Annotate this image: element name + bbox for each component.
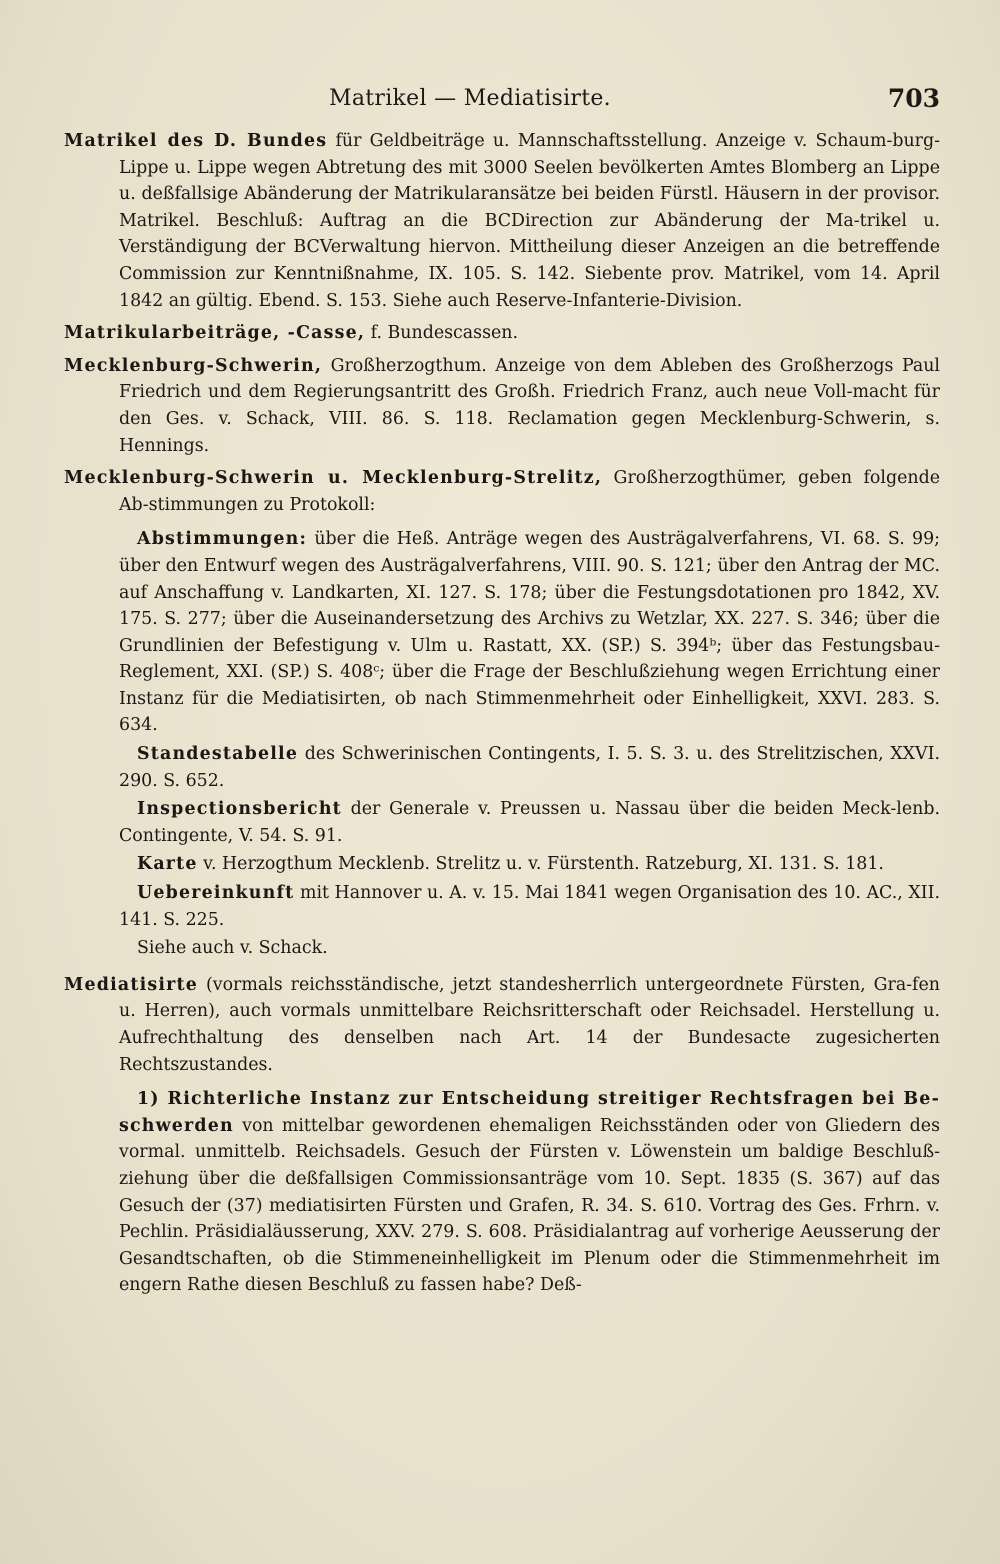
subentry-text: der Generale v. Preussen u. Nassau über die beiden Meck-lenb. Contingente, V. 54. S. 91. — [119, 799, 940, 846]
subentry-text: Siehe auch v. Schack. — [137, 938, 328, 959]
subentry-siehe-auch — [64, 935, 940, 962]
subentry-karte — [64, 851, 940, 878]
entry-text: für Geldbeiträge u. Mannschaftsstellung. Anzeige v. Schaum-burg-Lippe u. Lippe wegen Abtretung des mit 3000 Seelen bevölkerten Amtes Blomberg an Lippe u. deßfallsige Abänderung der Matrikularansätze bei beiden Fürstl. Häusern in der provisor. Matrikel. Beschluß: Auftrag an die BCDirection zur Abänderung der Ma-trikel u. Verständigung der BCVerwaltung hiervon. Mittheilung dieser Anzeigen an die betreffende Commission zur Kenntnißnahme, IX. 105. S. 142. Siebente prov. Matrikel, vom 14. April 1842 an gültig. Ebend. S. 153. Siehe auch Reserve-Infanterie-Division. — [119, 131, 940, 311]
entry-text: (vormals reichsständische, jetzt standesherrlich untergeordnete Fürsten, Gra-fen u. Herren), auch vormals unmittelbare Reichsritterschaft oder Reichsadel. Herstellung u. Aufrechthaltung des denselben nach Art. 14 der Bundesacte zugesicherten Rechtszustandes. — [119, 974, 940, 1075]
entry-mediatisirte — [64, 972, 940, 1078]
page-header — [0, 82, 1000, 122]
subentry-head: Abstimmungen: — [137, 529, 308, 550]
entry-matrikularbeitraege — [64, 320, 940, 347]
entry-text: Großherzogthum. Anzeige von dem Ableben des Großherzogs Paul Friedrich und dem Regierungsantritt des Großh. Friedrich Franz, auch neue Voll-macht für den Ges. v. Schack, VIII. 86. S. 118. Reclamation gegen Mecklenburg-Schwerin, s. Hennings. — [119, 355, 940, 456]
entry-head: Mediatisirte — [64, 974, 199, 995]
entry-head: Matrikularbeiträge, -Casse, — [64, 323, 366, 344]
entry-text: Großherzogthümer, geben folgende Ab-stimmungen zu Protokoll: — [119, 468, 940, 515]
entry-head: Mecklenburg-Schwerin, — [64, 355, 323, 376]
subentry-text: v. Herzogthum Mecklenb. Strelitz u. v. Fürstenth. Ratzeburg, XI. 131. S. 181. — [197, 854, 884, 875]
entry-head: Mecklenburg-Schwerin u. Mecklenburg-Strelitz, — [64, 468, 603, 489]
entry-mecklenburg-schwerin — [64, 353, 940, 459]
subentry-text: von mittelbar gewordenen ehemaligen Reichsständen oder von Gliedern des vormal. unmittelb. Reichsadels. Gesuch der Fürsten v. Löwenstein um baldige Beschluß-ziehung über die deßfallsigen Commissionsanträge vom 10. Sept. 1835 (S. 367) auf das Gesuch der (37) mediatisirten Fürsten und Grafen, R. 34. S. 610. Vortrag des Ges. Frhrn. v. Pechlin. Präsidialäusserung, XXV. 279. S. 608. Präsidialantrag auf vorherige Aeusserung der Gesandtschaften, ob die Stimmeneinhelligkeit im Plenum oder die Stimmenmehrheit im engern Rathe diesen Beschluß zu fassen habe? Deß- — [119, 1115, 940, 1296]
entry-mecklenburg-strelitz — [64, 465, 940, 518]
subentry-uebereinkunft — [64, 880, 940, 933]
entry-matrikel — [64, 128, 940, 314]
subentry-text: des Schwerinischen Contingents, I. 5. S. 3. u. des Strelitzischen, XXVI. 290. S. 652. — [119, 744, 940, 791]
subentry-head: 1) Richterliche Instanz zur Entscheidung streitiger Rechtsfragen bei Be-schwerden — [119, 1089, 940, 1136]
subentry-head: Karte — [137, 854, 198, 875]
running-title: Matrikel — Mediatisirte. — [329, 86, 611, 111]
entry-text: f. Bundescassen. — [365, 323, 519, 344]
index-body — [64, 128, 940, 1299]
subentry-head: Standestabelle — [137, 744, 299, 765]
subentry-head: Uebereinkunft — [137, 883, 295, 904]
subentry-standestabelle — [64, 741, 940, 794]
entry-head: Matrikel des D. Bundes — [64, 131, 328, 151]
subentry-abstimmungen — [64, 526, 940, 739]
subentry-text: mit Hannover u. A. v. 15. Mai 1841 wegen Organisation des 10. AC., XII. 141. S. 225. — [119, 883, 940, 930]
subentry-inspectionsbericht — [64, 796, 940, 849]
subentry-richterliche-instanz — [64, 1086, 940, 1299]
page-number: 703 — [887, 84, 940, 113]
subentry-head: Inspectionsbericht — [137, 799, 342, 820]
subentry-text: über die Heß. Anträge wegen des Austrägalverfahrens, VI. 68. S. 99; über den Entwurf wegen des Austrägalverfahrens, VIII. 90. S. 121; über den Antrag der MC. auf Anschaffung v. Landkarten, XI. 127. S. 178; über die Festungsdotationen pro 1842, XV. 175. S. 277; über die Auseinandersetzung des Archivs zu Wetzlar, XX. 227. S. 346; über die Grundlinien der Befestigung v. Ulm u. Rastatt, XX. (SP.) S. 394ᵇ; über das Festungsbau-Reglement, XXI. (SP.) S. 408ᶜ; über die Frage der Beschlußziehung wegen Errichtung einer Instanz für die Mediatisirten, ob nach Stimmenmehrheit oder Einhelligkeit, XXVI. 283. S. 634. — [119, 529, 940, 736]
